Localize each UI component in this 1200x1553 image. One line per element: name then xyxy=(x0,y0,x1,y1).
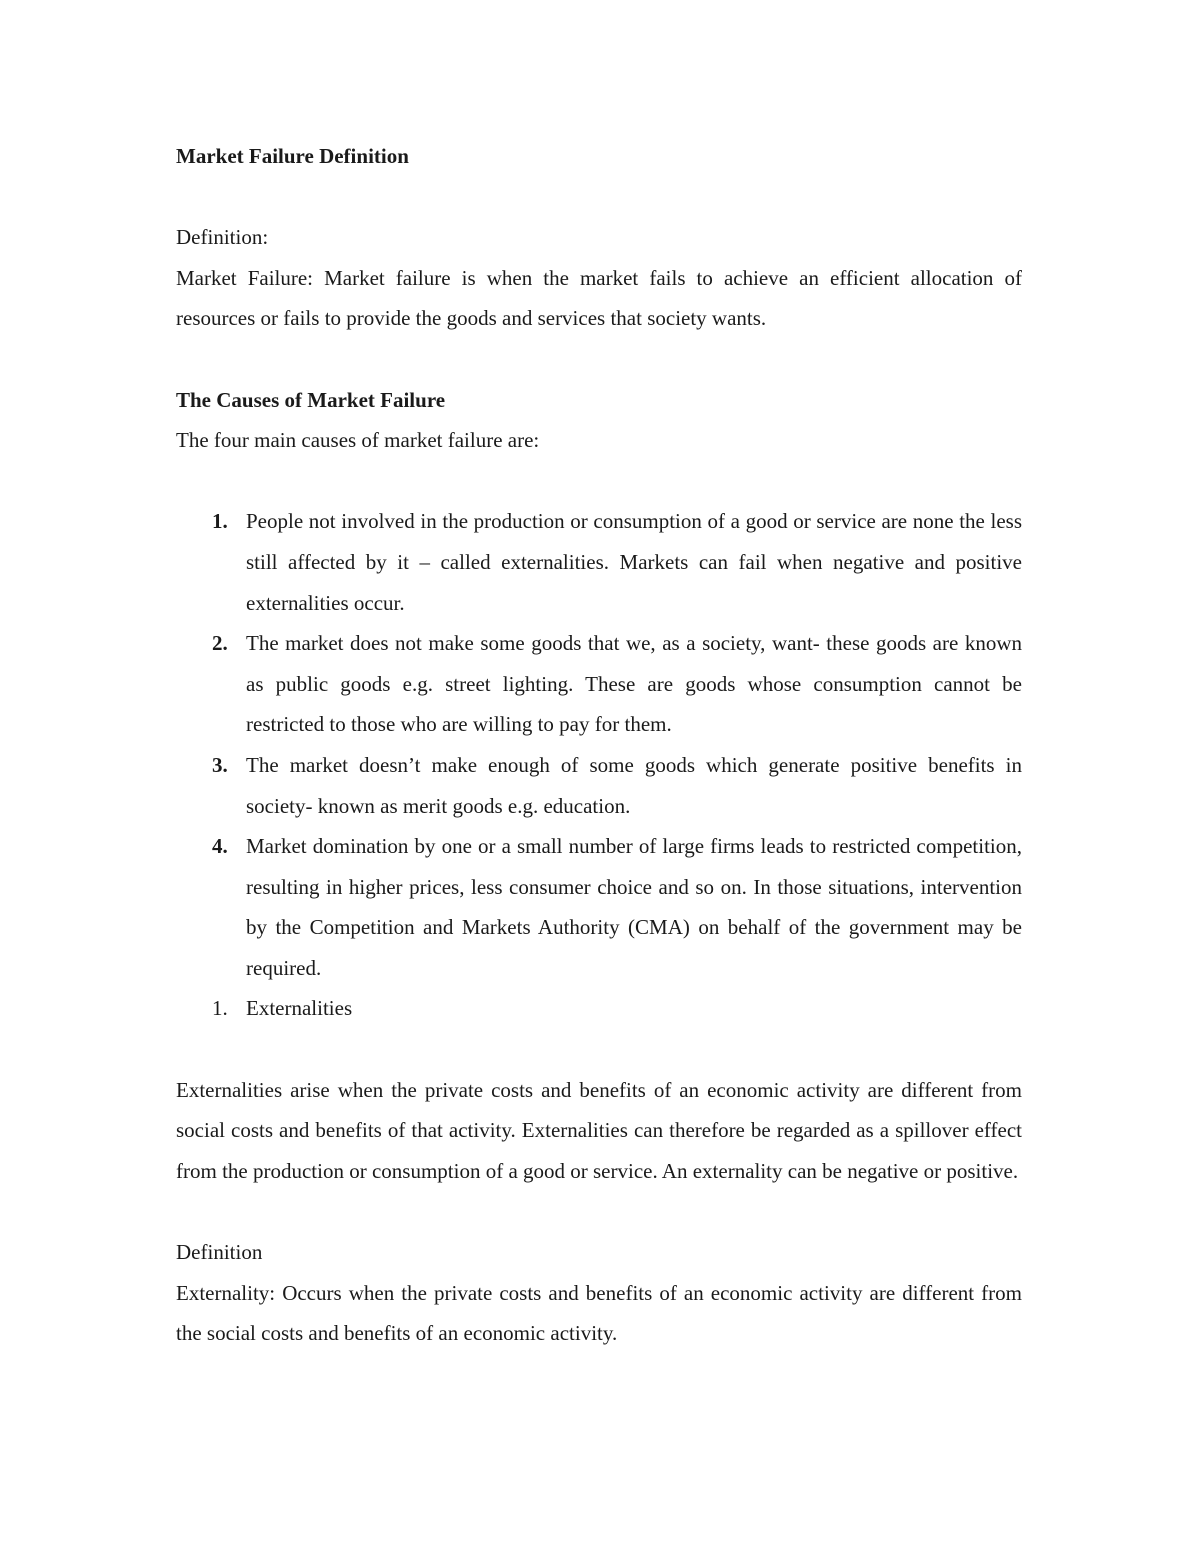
subheading-item xyxy=(176,988,1022,1029)
causes-heading: The Causes of Market Failure xyxy=(176,387,446,412)
cause-item xyxy=(176,623,1022,745)
causes-intro: The four main causes of market failure are: xyxy=(176,428,540,453)
externality-definition: Externality: Occurs when the private costs and benefits of an economic activity are different from the social costs and benefits of an economic activity. xyxy=(176,1280,1022,1346)
market-failure-definition: Market Failure: Market failure is when the market fails to achieve an efficient allocation of resources or fails to provide the goods and services that society wants. xyxy=(176,265,1022,331)
cause-text: The market does not make some goods that we, as a society, want- these goods are known as public goods e.g. street lighting. These are goods whose consumption cannot be restricted to those who are willing to pay for them. xyxy=(246,631,1022,737)
subheading-text: Externalities xyxy=(246,996,353,1021)
spacer xyxy=(176,339,1022,380)
externalities-paragraph: Externalities arise when the private costs and benefits of an economic activity are different from social costs and benefits of that activity. Externalities can therefore be regarded as a spillover effect from the production or consumption of a good or service. An externality can be negative or positive. xyxy=(176,1077,1022,1183)
cause-text: The market doesn’t make enough of some goods which generate positive benefits in society- known as merit goods e.g. education. xyxy=(246,752,1022,818)
subheading-number: 1. xyxy=(212,996,228,1021)
cause-number: 1. xyxy=(212,509,228,534)
cause-item xyxy=(176,826,1022,988)
document-body xyxy=(176,136,1022,1354)
cause-text: People not involved in the production or consumption of a good or service are none the less still affected by it – called externalities. Markets can fail when negative and positive externalities occur. xyxy=(246,509,1022,615)
definition-label: Definition: xyxy=(176,225,269,250)
cause-number: 4. xyxy=(212,834,228,859)
cause-item xyxy=(176,745,1022,826)
spacer xyxy=(176,1029,1022,1070)
document-title: Market Failure Definition xyxy=(176,144,409,168)
causes-list xyxy=(176,501,1022,1029)
spacer xyxy=(176,1191,1022,1232)
spacer xyxy=(176,177,1022,218)
cause-item xyxy=(176,501,1022,623)
cause-number: 3. xyxy=(212,752,228,777)
spacer xyxy=(176,461,1022,502)
definition-label: Definition xyxy=(176,1240,263,1265)
cause-text: Market domination by one or a small number of large firms leads to restricted competition, resulting in higher prices, less consumer choice and so on. In those situations, intervention by the Competition and Markets Authority (CMA) on behalf of the government may be required. xyxy=(246,834,1022,980)
cause-number: 2. xyxy=(212,631,228,656)
